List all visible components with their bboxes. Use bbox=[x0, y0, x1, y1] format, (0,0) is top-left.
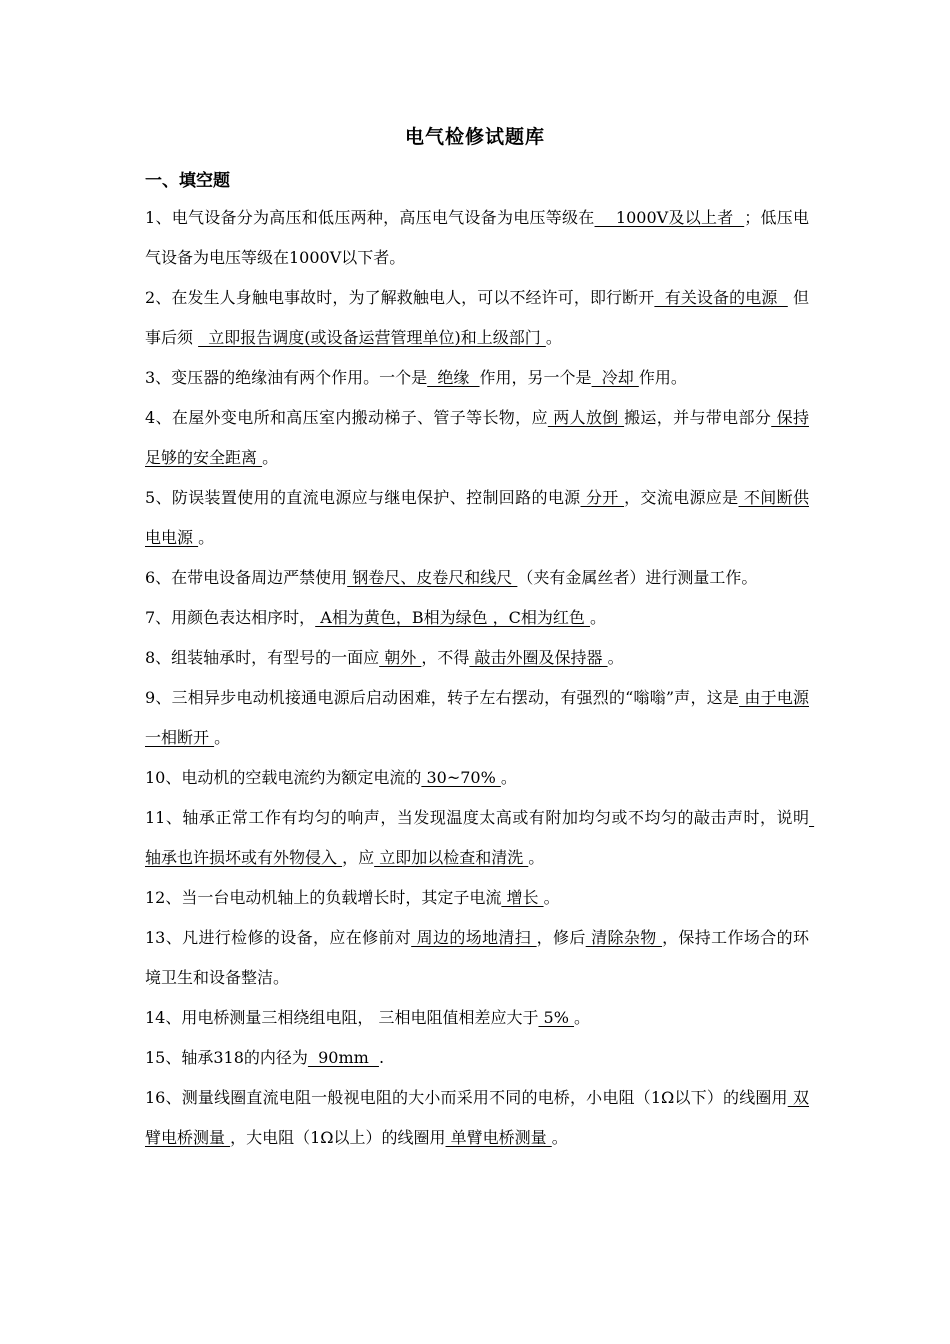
question-text: 1、电气设备分为高压和低压两种，高压电气设备为电压等级在 bbox=[145, 208, 595, 227]
question-text: 。 bbox=[574, 1008, 591, 1027]
question-text: 作用，另一个是 bbox=[479, 368, 592, 387]
question-text: 。 bbox=[590, 608, 607, 627]
question-text: 。 bbox=[543, 888, 560, 907]
answer-blank: 增长 bbox=[501, 888, 544, 907]
answer-blank: 有关设备的电源 bbox=[654, 288, 788, 307]
question-text: . bbox=[378, 1048, 385, 1067]
answer-blank: 敲击外圈及保持器 bbox=[469, 648, 608, 667]
question-text: 12、当一台电动机轴上的负载增长时，其定子电流 bbox=[145, 888, 502, 907]
question-item bbox=[145, 638, 809, 678]
question-text: ，不得 bbox=[421, 648, 470, 667]
question-item bbox=[145, 478, 809, 558]
question-text: 6、在带电设备周边严禁使用 bbox=[145, 568, 348, 587]
answer-blank: 分开 bbox=[580, 488, 625, 507]
answer-blank: A相为黄色，B相为绿色 ，C相为红色 bbox=[315, 608, 591, 627]
answer-blank: 90mm bbox=[307, 1048, 379, 1067]
question-text: 4、在屋外变电所和高压室内搬动梯子、管子等长物，应 bbox=[145, 408, 548, 427]
question-text: 。 bbox=[528, 848, 545, 867]
answer-blank: 钢卷尺、皮卷尺和线尺 bbox=[347, 568, 518, 587]
question-text: ，交流电源应是 bbox=[624, 488, 739, 507]
question-item bbox=[145, 798, 815, 878]
answer-blank: 立即加以检查和清洗 bbox=[374, 848, 529, 867]
question-text: ，修后 bbox=[536, 928, 586, 947]
question-item bbox=[145, 878, 809, 918]
answer-blank: 单臂电桥测量 bbox=[445, 1128, 552, 1147]
answer-blank: 由于电源一相断开 bbox=[145, 688, 809, 747]
answer-blank: 清除杂物 bbox=[585, 928, 663, 947]
answer-blank: 轴承也许损坏或有外物侵入 bbox=[145, 808, 815, 867]
question-text: 但事后须 bbox=[145, 288, 809, 347]
question-text: 。 bbox=[551, 1128, 568, 1147]
question-item bbox=[145, 758, 809, 798]
question-item bbox=[145, 358, 809, 398]
question-item bbox=[145, 278, 809, 358]
question-item bbox=[145, 558, 809, 598]
answer-blank: 5% bbox=[538, 1008, 575, 1027]
question-text: 。 bbox=[607, 648, 624, 667]
document-title: 电气检修试题库 bbox=[404, 126, 545, 148]
question-text: 15、轴承318的内径为 bbox=[145, 1048, 308, 1067]
question-text: ，大电阻（1Ω以上）的线圈用 bbox=[230, 1128, 446, 1147]
question-text: 。 bbox=[262, 448, 279, 467]
question-text: 7、用颜色表达相序时， bbox=[145, 608, 316, 627]
answer-blank: 周边的场地清扫 bbox=[411, 928, 537, 947]
question-text: 14、用电桥测量三相绕组电阻， 三相电阻值相差应大于 bbox=[145, 1008, 539, 1027]
question-text: 16、测量线圈直流电阻一般视电阻的大小而采用不同的电桥，小电阻（1Ω以下）的线圈用 bbox=[145, 1088, 788, 1107]
section-heading: 一、填空题 bbox=[145, 171, 230, 191]
question-text: 10、电动机的空载电流约为额定电流的 bbox=[145, 768, 422, 787]
question-text: 。 bbox=[545, 328, 562, 347]
question-text: 。 bbox=[198, 528, 215, 547]
question-item bbox=[145, 678, 809, 758]
answer-blank: 不间断供电电源 bbox=[145, 488, 809, 547]
question-text: 搬运，并与带电部分 bbox=[624, 408, 772, 427]
question-text: 5、防误装置使用的直流电源应与继电保护、控制回路的电源 bbox=[145, 488, 581, 507]
answer-blank: 立即报告调度(或设备运营管理单位)和上级部门 bbox=[198, 328, 546, 347]
question-item bbox=[145, 398, 809, 478]
question-text: 9、三相异步电动机接通电源后启动困难，转子左右摆动，有强烈的“嗡嗡”声，这是 bbox=[145, 688, 740, 707]
question-text: 。 bbox=[500, 768, 517, 787]
question-item bbox=[145, 198, 809, 278]
question-item bbox=[145, 918, 809, 998]
question-text: 。 bbox=[214, 728, 231, 747]
question-item bbox=[145, 1078, 809, 1158]
answer-blank: 1000V及以上者 bbox=[594, 208, 745, 227]
question-text: （夹有金属丝者）进行测量工作。 bbox=[517, 568, 758, 587]
question-text: 作用。 bbox=[638, 368, 687, 387]
answer-blank: 两人放倒 bbox=[547, 408, 625, 427]
question-item bbox=[145, 1038, 809, 1078]
answer-blank: 朝外 bbox=[379, 648, 422, 667]
question-text: ，保持工作场合的环境卫生和设备整洁。 bbox=[145, 928, 809, 987]
question-item bbox=[145, 598, 809, 638]
answer-blank: 30~70% bbox=[421, 768, 501, 787]
question-text: ，应 bbox=[342, 848, 375, 867]
question-text: 2、在发生人身触电事故时，为了解救触电人，可以不经许可，即行断开 bbox=[145, 288, 655, 307]
answer-blank: 双臂电桥测量 bbox=[145, 1088, 809, 1147]
answer-blank: 保持足够的安全距离 bbox=[145, 408, 809, 467]
question-text: 13、凡进行检修的设备，应在修前对 bbox=[145, 928, 412, 947]
question-item bbox=[145, 998, 809, 1038]
question-text: 8、组装轴承时，有型号的一面应 bbox=[145, 648, 380, 667]
answer-blank: 冷却 bbox=[591, 368, 639, 387]
question-text: 11、轴承正常工作有均匀的响声，当发现温度太高或有附加均匀或不均匀的敲击声时，说明 bbox=[145, 808, 809, 827]
answer-blank: 绝缘 bbox=[427, 368, 480, 387]
question-list bbox=[145, 198, 815, 1158]
question-text: 3、变压器的绝缘油有两个作用。一个是 bbox=[145, 368, 428, 387]
question-text: ；低压电气设备为电压等级在1000V以下者。 bbox=[145, 208, 809, 267]
